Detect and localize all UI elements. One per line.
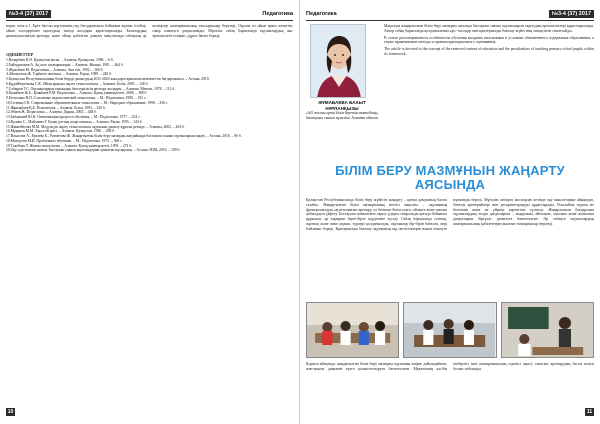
reference-item: 5.Қазақстан Республикасының білім беруді дамытудың 2011-2020 жылдарға арналған мемлекеттік бағдарламасы. – Астана, 2010. [6,77,210,81]
section-title: Педагогика [262,11,293,17]
author-affiliation: «№5 жалпы орта білім беретін мектебінің» бастауыш сынып мұғалімі, Алматы облысы [305,111,379,120]
reference-item: 12.Әбиев Ж. Педагогика. – Алматы: Дарын, 2004. – 448 б. [6,110,97,115]
reference-item: 3.Жұмабаев М. Педагогика. – Алматы: Ана тілі, 1992. – 160 б. [6,67,104,72]
author-photo [310,24,366,98]
article-conclusion: Қорыта айтқанда, жаңартылған білім беру мазмұны оқушыны өмірге дайындайтын, жан-жақты дамыған тұлға қалыптастыруға бағытталған. Мұғалімнің кәсіби шеберлігі мен шығармашылық ізденісі оқыту сапасын арттырудың басты кепілі болып табылады. [306,362,594,371]
references-block [6,52,293,153]
author-caption [304,100,380,120]
lesson-photo [501,302,594,358]
reference-item: 10.Селевко Г.К. Современные образовательные технологии. – М.: Народное образование, 1998. – 256 с. [6,100,169,105]
abstract-block [384,24,594,59]
reference-item: 2.Байтұрсынов А. Ақ жол: шығармалары. – Алматы: Жалын, 1991. – 464 б. [6,62,124,67]
reference-item: 4.Аймауытов Ж. Тәрбиеге жетекші. – Алматы: Рауан, 1999. – 240 б. [6,72,112,77]
reference-item: 17.Ильясова А., Ертаева Б., Рахметова Ж. Жаңартылған білім беру мазмұны жағдайында бастауыш сынып оқушыларын оқыту. – Астана, 2016. – 96 б. [6,134,242,138]
right-page [300,0,600,424]
reference-item: 11.Жарықбаев Қ.Б. Психология. – Алматы: Білім, 1993. – 320 б. [6,105,106,110]
reference-item: 15.Жанпейісова М.М. Модульдік оқыту технологиясы оқушыны дамыту құралы ретінде. – Алматы, 2002. – 204 б. [6,124,185,129]
issue-badge: №3-4 (37) 2017 [6,10,51,18]
author-portrait-image [311,25,366,98]
header-rule [306,20,594,21]
article-body: Қазақстан Республикасында білім беру жүйесін жаңарту – қоғам дамуының басты талабы. Жаңартылған білім мазмұнының негізгі мақсаты – оқушының функционалдық сауаттылығын арттыру, өз бетінше білім алуға, ойлауға және шешім қабылдауға үйрету. Бастауыш сыныптағы оқыту үдерісі спиральды қағида бойынша құрылып, әр тақырып бірте-бірте күрделене түседі. Сабақ барысында топтық, жұптық және жеке жұмыс түрлері қолданылады, оқушылар бір-бірін бағалап, кері байланыс береді. Критериалды бағалау оқушының оқу жетістіктерін нақты өлшеуге мүмкіндік береді. Мұғалім сабақты жоспарлау кезінде оқу мақсаттарын айқындап, бағалау критерийлері мен дескрипторларды құрастырады. Осылайша оқушы не білетінін және не үйрену керектігін түсінеді. Жаңартылған бағдарлама оқушылардың тілдік дағдыларын – тыңдалым, айтылым, оқылым және жазылым дағдыларын біртұтас дамытуға бағытталған. Әр сабақта оқушылардың шығармашылық қабілеттерін ашатын тапсырмалар беріледі. [306,198,594,231]
group-work-photo [403,302,496,358]
reference-item: 1.Назарбаев Н.Ә. Қазақстан жолы. – Алматы: Қазақстан, 1996. – 6 б. [6,58,114,62]
lesson-photo-image [502,303,593,358]
author-name: ЖҰМАБАЕВА БАХЫТ НҰРЛАНҚЫЗЫ [318,100,366,111]
reference-item: 6.Құдайбергенова С.К. Ойын арқылы оқыту технологиясы. – Алматы: Білім, 2005. – 128 б. [6,81,149,86]
reference-item: 14.Қалиев С., Майхиева Г. Қазақ ұлттық педагогикасы. – Алматы: Рауан, 1995. – 144 б. [6,119,143,124]
classroom-photo [306,302,399,358]
group-work-photo-image [404,303,495,358]
left-intro-text: науке, хотя в 1. Ерте бастап мұғалімнің оқу бағдарламасы бойынша жұмыс істейді, ойын тәсілдерімен оқытудың тиімді жолдары қарастырылады. Балалардың қызығушылығын арттыру және ойлау қабілетін дамыту мақсатында сабақтың әр кезеңінде шығармашылық тапсырмалар беріледі. Оқушы өз ойын еркін жеткізіп, пікір алмасуға дағдыланады. Мұғалім сабақ барысында оқушылардың жас ерекшелігін ескеріп, дұрыс бағыт береді. [6,24,293,38]
reference-item: 7.Сабыров Т.С. Оқушылардың танымдық белсенділігін арттыру жолдары. – Алматы: Мектеп, 1978. – 112 б. [6,86,176,91]
page-number: 10 [7,409,14,415]
abstract-kazakh: Мақалада жаңартылған білім беру мазмұны аясында бастауыш сынып оқушыларын оқытудың ерекшеліктері қарастырылады. Автор сабақ барысында қолданылатын әдіс-тәсілдер мен критериалды бағалау жүйесінің тиімділігін сипаттайды. [384,24,594,33]
abstract-russian: В статье рассматриваются особенности обучения младших школьников в условиях обновленного содержания образования, а также применяемые методы и приемы критериального оценивания. [384,35,594,45]
reference-item: 13.Бабанский Ю.К. Оптимизация процесса обучения. – М.: Педагогика, 1977. – 254 с. [6,115,141,119]
reference-item: 19.Тәжібаев Т. Жалпы психология. – Алматы: Қазақ университеті, 1993. – 272 б. [6,143,133,148]
page-number: 11 [586,409,593,415]
left-page-header [6,10,293,18]
photo-strip [306,302,594,358]
issue-badge: №3-4 (37) 2017 [549,10,594,18]
abstract-english: The article is devoted to the concept of the renewed content of education and the peculiarities of teaching primary school pupils within its framework. [384,47,594,56]
section-title: Педагогика [306,11,337,17]
reference-item: 20.Оқу-әдістемелік кешен. Бастауыш сынып мұғалімдеріне арналған нұсқаулық. – Астана: НЗМ, 2016. – 180 б. [6,148,181,153]
classroom-photo-image [307,303,398,358]
right-page-header [306,10,594,18]
header-rule [6,20,293,21]
reference-item: 18.Махмутов М.И. Проблемное обучение. – М.: Педагогика, 1975. – 368 с. [6,138,123,143]
reference-item: 8.Қоянбаев Ж.Б., Қоянбаев Р.М. Педагогика. – Алматы: Қазақ университеті, 2000. – 368 б. [6,91,148,96]
references-title: ӘДЕБИЕТТЕР [6,52,34,57]
references-list [6,58,293,153]
article-title: БІЛІМ БЕРУ МАЗМҰНЫН ЖАҢАРТУ АЯСЫНДА [335,163,565,192]
reference-item: 9.Беспалько В.П. Слагаемые педагогической технологии. – М.: Педагогика, 1989. – 192 с. [6,96,147,100]
reference-item: 16.Мұқанов М.М. Ақыл-ой өрісі. – Алматы: Қазақстан, 1980. – 208 б. [6,129,116,134]
